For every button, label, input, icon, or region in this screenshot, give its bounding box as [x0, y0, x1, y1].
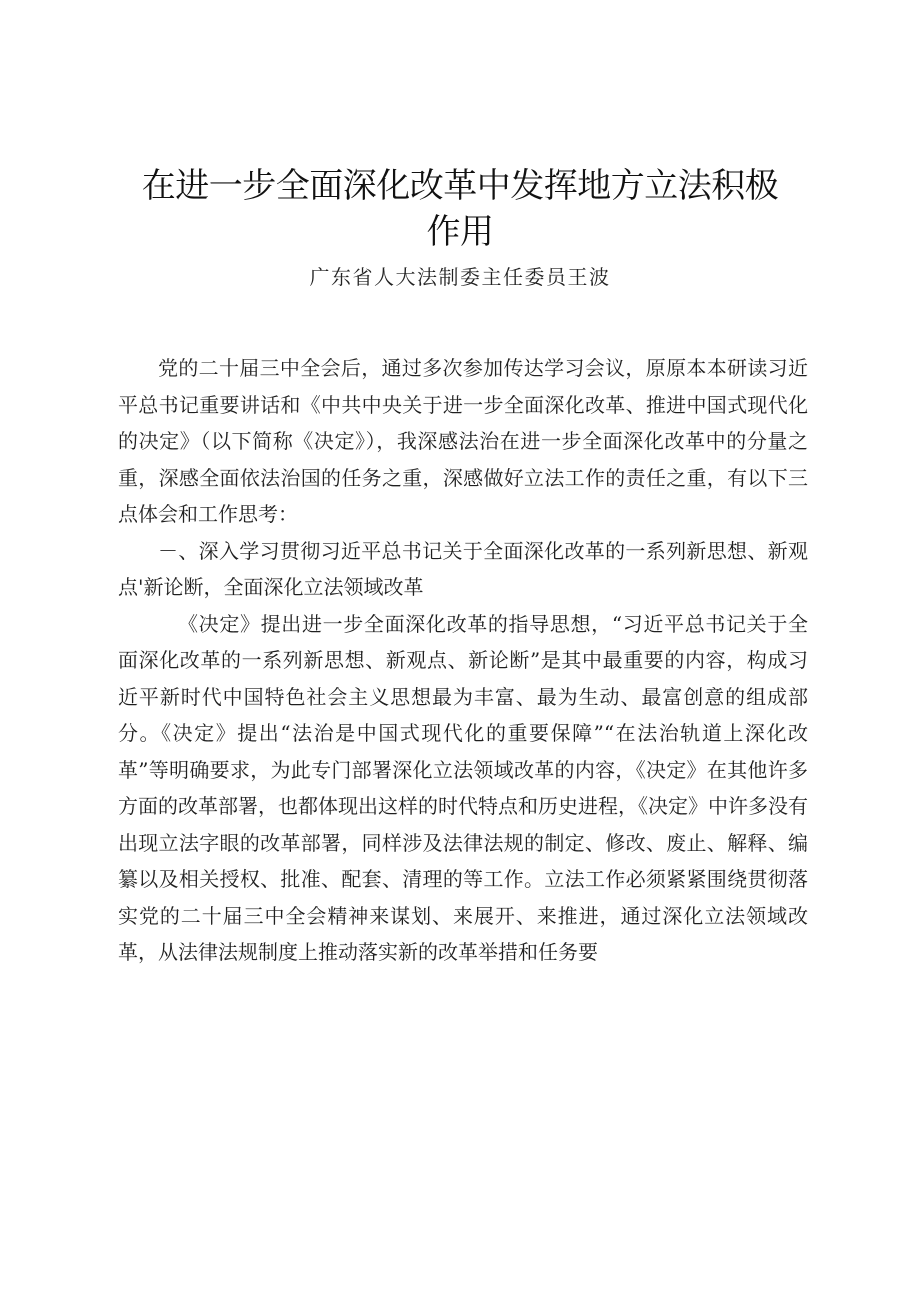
document-author-line: 广东省人大法制委主任委员王波	[309, 265, 611, 289]
document-body	[118, 350, 808, 971]
body-paragraph: 《决定》提出进一步全面深化改革的指导思想，“习近平总书记关于全面深化改革的一系列新思想、新观点、新论断”是其中最重要的内容，构成习近平新时代中国特色社会主义思想最为丰富、最为生动、最富创意的组成部分。《决定》提出“法治是中国式现代化的重要保障”“在法治轨道上深化改革”等明确要求，为此专门部署深化立法领域改革的内容，《决定》在其他许多方面的改革部署，也都体现出这样的时代特点和历史进程，《决定》中许多没有出现立法字眼的改革部署，同样涉及法律法规的制定、修改、废止、解释、编纂以及相关授权、批准、配套、清理的等工作。立法工作必须紧紧围绕贯彻落实党的二十届三中全会精神来谋划、来展开、来推进，通过深化立法领域改革，从法律法规制度上推动落实新的改革举措和任务要	[118, 611, 808, 964]
section-heading-1: －、深入学习贯彻习近平总书记关于全面深化改革的一系列新思想、新观点'新论断，全面深化立法领域改革	[118, 538, 808, 599]
document-title: 在进一步全面深化改革中发挥地方立法积极作用	[141, 166, 779, 252]
intro-paragraph: 党的二十届三中全会后，通过多次参加传达学习会议，原原本本研读习近平总书记重要讲话和《中共中央关于进一步全面深化改革、推进中国式现代化的决定》（以下简称《决定》），我深感法治在进一步全面深化改革中的分量之重，深感全面依法治国的任务之重，深感做好立法工作的责任之重，有以下三点体会和工作思考：	[118, 356, 808, 526]
